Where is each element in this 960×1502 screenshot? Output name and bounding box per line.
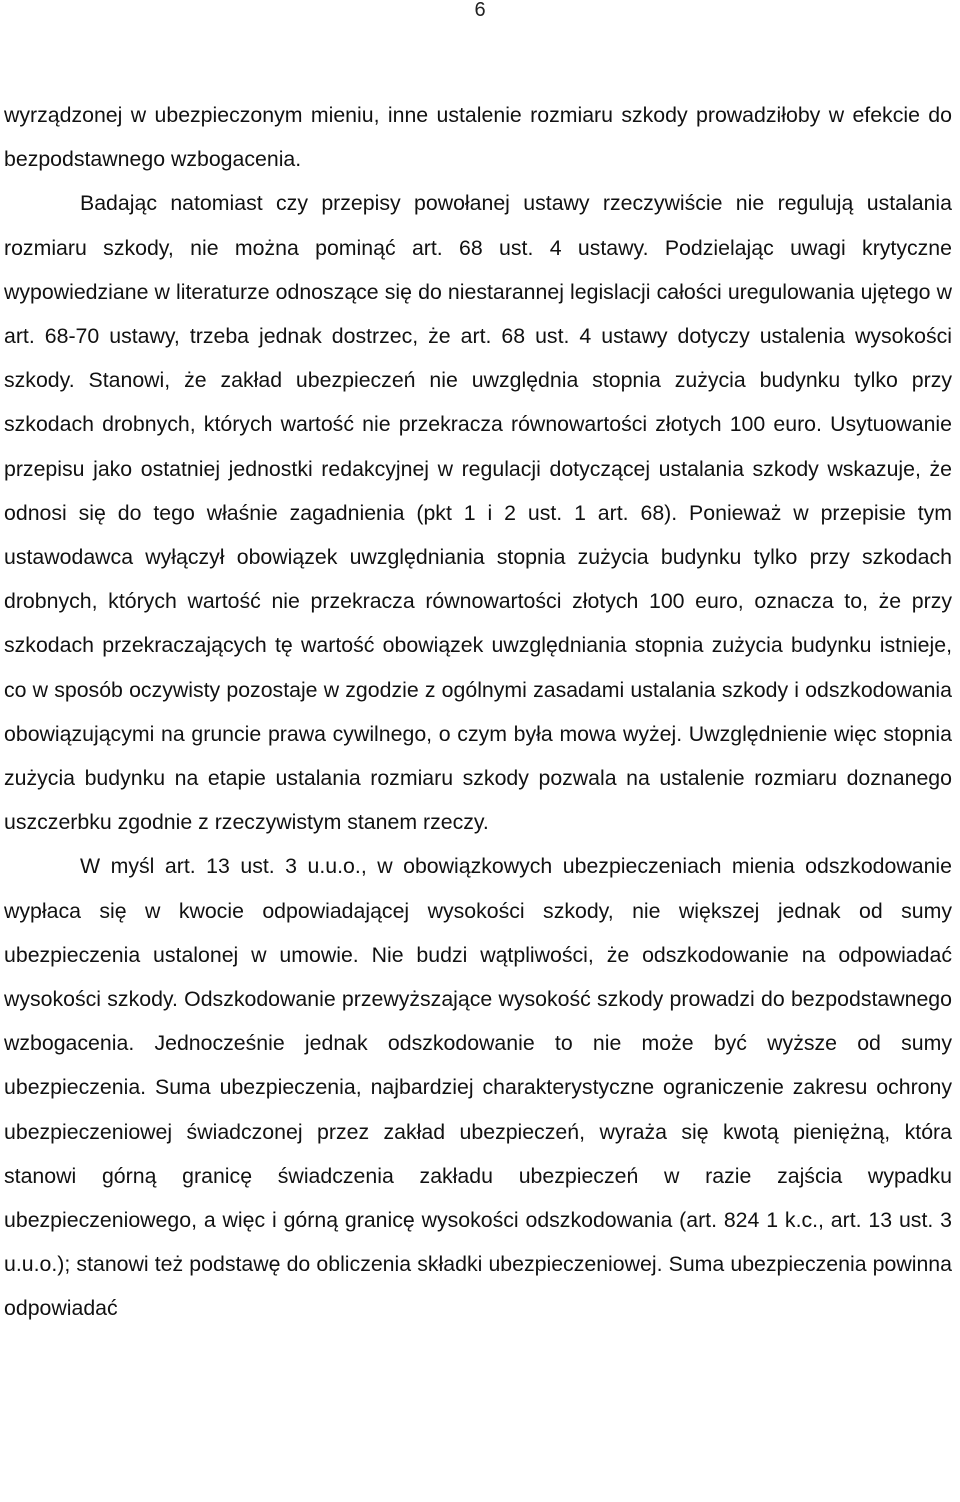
- paragraph: Badając natomiast czy przepisy powołanej ustawy rzeczywiście nie regulują ustalania rozmiaru szkody, nie można pominąć art. 68 ust. 4 ustawy. Podzielając uwagi krytyczne wypowiedziane w literaturze odnoszące się do niestarannej legislacji całości uregulowania ujętego w art. 68-70 ustawy, trzeba jednak dostrzec, że art. 68 ust. 4 ustawy dotyczy ustalenia wysokości szkody. Stanowi, że zakład ubezpieczeń nie uwzględnia stopnia zużycia budynku tylko przy szkodach drobnych, których wartość nie przekracza równowartości złotych 100 euro. Usytuowanie przepisu jako ostatniej jednostki redakcyjnej w regulacji dotyczącej ustalania szkody wskazuje, że odnosi się do tego właśnie zagadnienia (pkt 1 i 2 ust. 1 art. 68). Ponieważ w przepisie tym ustawodawca wyłączył obowiązek uwzględniania stopnia zużycia budynku tylko przy szkodach drobnych, których wartość nie przekracza równowartości złotych 100 euro, oznacza to, że przy szkodach przekraczających tę wartość obowiązek uwzględniania stopnia zużycia budynku istnieje, co w sposób oczywisty pozostaje w zgodzie z ogólnymi zasadami ustalania szkody i odszkodowania obowiązującymi na gruncie prawa cywilnego, o czym była mowa wyżej. Uwzględnienie więc stopnia zużycia budynku na etapie ustalania rozmiaru szkody pozwala na ustalenie rozmiaru doznanego uszczerbku zgodnie z rzeczywistym stanem rzeczy.: [4, 191, 952, 835]
- paragraph-continuation: wyrządzonej w ubezpieczonym mieniu, inne ustalenie rozmiaru szkody prowadziłoby w efekcie do bezpodstawnego wzbogacenia.: [4, 103, 952, 172]
- page-number: 6: [474, 0, 486, 21]
- document-body: [4, 93, 952, 1331]
- paragraph: W myśl art. 13 ust. 3 u.u.o., w obowiązkowych ubezpieczeniach mienia odszkodowanie wypłaca się w kwocie odpowiadającej wysokości szkody, nie większej jednak od sumy ubezpieczenia ustalonej w umowie. Nie budzi wątpliwości, że odszkodowanie na odpowiadać wysokości szkody. Odszkodowanie przewyższające wysokość szkody prowadzi do bezpodstawnego wzbogacenia. Jednocześnie jednak odszkodowanie to nie może być wyższe od sumy ubezpieczenia. Suma ubezpieczenia, najbardziej charakterystyczne ograniczenie zakresu ochrony ubezpieczeniowej świadczonej przez zakład ubezpieczeń, wyraża się kwotą pieniężną, która stanowi górną granicę świadczenia zakładu ubezpieczeń w razie zajścia wypadku ubezpieczeniowego, a więc i górną granicę wysokości odszkodowania (art. 824 1 k.c., art. 13 ust. 3 u.u.o.); stanowi też podstawę do obliczenia składki ubezpieczeniowej. Suma ubezpieczenia powinna odpowiadać: [4, 854, 952, 1321]
